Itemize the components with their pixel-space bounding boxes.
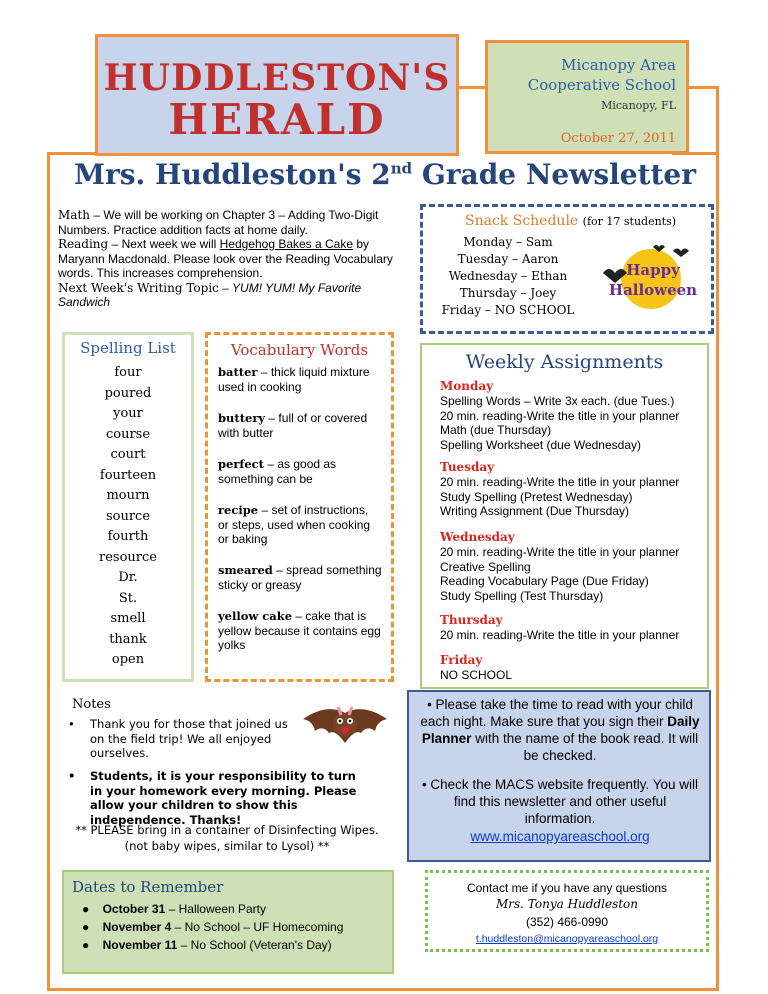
masthead-line-1: HUDDLESTON'S	[103, 57, 451, 99]
math-paragraph	[58, 208, 398, 237]
reading-text: – Next week we will	[108, 237, 220, 251]
reading-text-cont: by Maryann Macdonald. Please look over the Reading Vocabulary words. This increases comprehension.	[58, 237, 393, 280]
writing-label: Next Week's Writing Topic	[58, 280, 219, 295]
weekday-label: Thursday	[440, 613, 503, 627]
date-label: October 31	[102, 902, 166, 916]
spelling-word: resource	[99, 549, 157, 565]
website-link[interactable]: www.micanopyareaschool.org	[470, 829, 650, 844]
assignment-item: 20 min. reading-Write the title in your planner	[440, 475, 680, 489]
assignment-item: Writing Assignment (Due Thursday)	[440, 504, 629, 518]
reminder-paragraph-1: • Please take the time to read with your child each night. Make sure that you sign their Daily Planner with the name of the book read. It will be checked.	[420, 697, 700, 763]
teacher-phone: (352) 466-0990	[525, 915, 609, 929]
page-frame-right	[716, 86, 719, 990]
vocabulary-item	[218, 365, 382, 394]
snack-day: Wednesday – Ethan	[448, 269, 568, 283]
date-item: ● October 31 – Halloween Party	[82, 902, 267, 916]
title-rest: Grade Newsletter	[412, 158, 696, 191]
page-frame-bottom	[47, 988, 719, 991]
spelling-word: open	[111, 652, 145, 667]
snack-day: Monday – Sam	[463, 235, 553, 249]
school-info-box	[485, 40, 689, 154]
vocabulary-definition: – cake that is yellow because it contains egg yolks	[218, 609, 381, 652]
spelling-word: poured	[104, 385, 152, 401]
note-item-2	[62, 769, 362, 827]
email-wrap	[428, 931, 706, 945]
page-frame-top	[47, 152, 95, 155]
school-name-line-1: Micanopy Area	[561, 56, 676, 74]
spelling-word: St.	[118, 590, 138, 606]
wipes-line-2: (not baby wipes, similar to Lysol) **	[124, 839, 330, 853]
assignment-item: 20 min. reading-Write the title in your planner	[440, 545, 680, 559]
spelling-word: your	[113, 406, 143, 421]
title-superscript: nd	[390, 159, 413, 178]
contact-box	[425, 870, 709, 952]
math-text: – We will be working on Chapter 3 – Adding Two-Digit Numbers. Practice addition facts at home daily.	[58, 208, 379, 237]
writing-paragraph	[58, 281, 398, 310]
reading-label: Reading	[58, 237, 109, 251]
spelling-word: Dr.	[118, 570, 138, 585]
date-event: – Halloween Party	[165, 902, 267, 916]
vocabulary-word: yellow cake	[218, 609, 293, 623]
spelling-title: Spelling List	[80, 339, 176, 357]
vocabulary-box	[205, 332, 394, 682]
assignment-item: NO SCHOOL	[440, 668, 513, 682]
weekly-title: Weekly Assignments	[465, 351, 664, 373]
title-main: Mrs. Huddleston's 2	[74, 158, 391, 191]
date-label: November 11	[102, 938, 178, 952]
vocabulary-definition: – thick liquid mixture used in cooking	[218, 365, 370, 394]
parent-reminder-box	[407, 690, 711, 862]
page-frame-left	[47, 152, 50, 990]
spelling-word: court	[110, 447, 146, 462]
snack-title	[465, 213, 676, 229]
reminder-paragraph-2: • Check the MACS website frequently. You will find this newsletter and other useful information.	[421, 777, 699, 826]
reading-book-title: Hedgehog Bakes a Cake	[219, 237, 354, 251]
snack-day: Tuesday – Aaron	[457, 252, 559, 266]
weekday-label: Wednesday	[440, 530, 515, 544]
date-item: ● November 4 – No School – UF Homecoming	[82, 920, 344, 934]
math-label: Math	[58, 208, 90, 222]
weekly-assignments-box	[420, 343, 709, 689]
vocabulary-definition: – full of or covered with butter	[218, 411, 368, 440]
newsletter-title	[60, 158, 710, 191]
happy-halloween-image	[593, 243, 703, 313]
note-text: Thank you for those that joined us on the field trip! We all enjoyed ourselves.	[90, 717, 288, 760]
school-location: Micanopy, FL	[601, 99, 676, 112]
spelling-word: mourn	[106, 488, 150, 503]
school-name-line-2: Cooperative School	[527, 76, 676, 94]
reminder-text: Please take the time to read with your child each night. Make sure that you sign their	[420, 697, 693, 729]
writing-topic: – YUM! YUM! My Favorite Sandwich	[58, 280, 362, 309]
dates-box	[62, 870, 394, 974]
vocabulary-item	[218, 503, 382, 547]
spelling-word: source	[105, 508, 151, 524]
vocabulary-word: smeared	[218, 563, 273, 577]
contact-prompt: Contact me if you have any questions	[466, 881, 668, 895]
assignment-item: Study Spelling (Test Thursday)	[440, 588, 604, 603]
assignment-item: Creative Spelling	[440, 559, 531, 574]
daily-planner-text: Daily Planner	[421, 714, 700, 746]
spelling-word: fourteen	[99, 467, 157, 483]
assignment-item: Spelling Words – Write 3x each. (due Tues.)	[440, 394, 675, 408]
reminder-text-cont: with the name of the book read. It will be checked.	[471, 731, 699, 763]
spelling-word: fourth	[107, 529, 149, 544]
assignment-item: Study Spelling (Pretest Wednesday)	[440, 489, 633, 504]
school-name	[528, 55, 676, 95]
spelling-word: four	[114, 365, 142, 380]
date-event: – No School – UF Homecoming	[171, 920, 344, 934]
intro-section	[58, 208, 398, 310]
snack-schedule-box	[420, 204, 714, 334]
bat-icon	[300, 699, 390, 759]
notes-title: Notes	[72, 697, 111, 712]
assignment-item: Math (due Thursday)	[440, 423, 552, 437]
dates-title: Dates to Remember	[72, 878, 224, 896]
issue-date: October 27, 2011	[560, 131, 676, 146]
wipes-line-1: ** PLEASE bring in a container of Disinfecting Wipes.	[75, 823, 379, 837]
website-link-wrap	[417, 828, 703, 845]
vocabulary-definition: – spread something sticky or greasy	[218, 563, 382, 592]
snack-title-text: Snack Schedule	[465, 213, 579, 229]
assignment-item: Reading Vocabulary Page (Due Friday)	[440, 574, 649, 588]
spelling-word: thank	[109, 631, 147, 647]
vocabulary-definition: – set of instructions, or steps, used when cooking or baking	[218, 503, 371, 546]
notes-section	[62, 695, 402, 865]
snack-day: Friday – NO SCHOOL	[441, 303, 575, 317]
spelling-word: smell	[110, 611, 146, 626]
vocabulary-item	[218, 609, 382, 653]
vocabulary-definition: – as good as something can be	[218, 457, 337, 486]
halloween-text-2: Halloween	[608, 281, 698, 299]
weekday-label: Monday	[440, 379, 494, 393]
note-text: Students, it is your responsibility to turn in your homework every morning. Please allow your children to show this independence. Thanks!	[90, 769, 357, 827]
snack-subtitle: (for 17 students)	[582, 215, 677, 228]
masthead-line-2: HERALD	[168, 95, 386, 144]
teacher-email-link[interactable]: t.huddleston@micanopyareaschool.org	[475, 933, 659, 945]
vocabulary-item	[218, 457, 382, 486]
vocabulary-item	[218, 411, 382, 440]
reading-paragraph	[58, 237, 398, 281]
note-item-1	[62, 717, 292, 761]
teacher-name: Mrs. Tonya Huddleston	[495, 897, 638, 911]
vocabulary-word: batter	[218, 365, 258, 379]
reminder-text-2: Check the MACS website frequently. You will find this newsletter and other useful information.	[430, 777, 699, 826]
vocabulary-word: recipe	[218, 503, 259, 517]
bullet: •	[68, 717, 75, 731]
vocabulary-word: perfect	[218, 457, 264, 471]
bullet: •	[68, 769, 76, 783]
vocabulary-item	[218, 563, 382, 592]
weekday-label: Friday	[440, 653, 483, 667]
vocabulary-title: Vocabulary Words	[230, 341, 369, 359]
halloween-text-1: Happy	[626, 261, 680, 279]
date-item: ● November 11 – No School (Veteran's Day)	[82, 938, 332, 952]
date-label: November 4	[102, 920, 172, 934]
assignment-item: 20 min. reading-Write the title in your planner	[440, 628, 680, 642]
assignment-item: 20 min. reading-Write the title in your planner	[440, 408, 680, 423]
spelling-list-box	[62, 332, 194, 682]
spelling-word: course	[105, 426, 151, 442]
vocabulary-word: buttery	[218, 411, 266, 425]
assignment-item: Spelling Worksheet (due Wednesday)	[440, 437, 641, 452]
date-event: – No School (Veteran's Day)	[177, 938, 332, 952]
snack-day: Thursday – Joey	[459, 286, 557, 300]
masthead	[95, 34, 459, 156]
weekday-label: Tuesday	[440, 460, 495, 474]
